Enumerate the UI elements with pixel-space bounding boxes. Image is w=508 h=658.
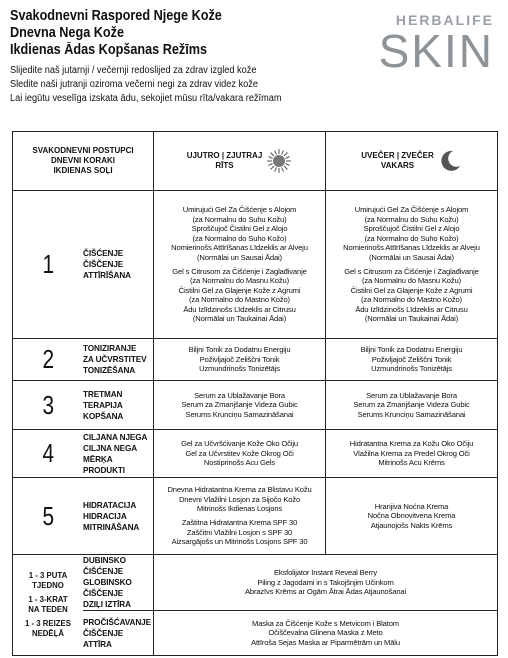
product-line: Hidratantna Krema za Kožu Oko Očiju (349, 439, 474, 449)
step-number-cell (13, 381, 84, 430)
frequency-line: 1 - 3-KRAT (28, 595, 68, 604)
weekly-label-cell (83, 611, 154, 656)
weekly-row-1 (13, 555, 498, 611)
product-line: Serum za Ublažavanje Bora (366, 390, 457, 400)
frequency-line: 1 - 3 REIZES (25, 619, 71, 628)
moon-icon (438, 149, 462, 173)
evening-products-cell (326, 478, 498, 555)
morning-products-cell (154, 381, 326, 430)
header-steps-line: DNEVNI KORAKI (50, 156, 115, 165)
weekly-products-cell (154, 611, 498, 656)
product-line: Poživljajoč Zeliščni Tonik (371, 354, 452, 364)
step-label: CILJANA NJEGA (83, 432, 148, 442)
morning-products-cell (154, 430, 326, 478)
step-row-5 (13, 478, 498, 555)
step-label-cell (83, 430, 154, 478)
product-line: Vlažilna Krema za Predel Okrog Oči (353, 448, 470, 458)
step-label: CILJNA NEGA (83, 443, 138, 453)
step-label: KOPŠANA (83, 411, 124, 421)
step-label: TERAPIJA (83, 400, 123, 410)
step-label-cell (83, 478, 154, 555)
product-line: Čistilni Gel za Glajenje Kože z Agrumi (350, 285, 473, 295)
product-line: (za Normalnu do Suhu Kožu) (192, 214, 287, 224)
step-label: TRETMAN (83, 389, 123, 399)
product-line: Poživljajoč Zeliščni Tonik (199, 354, 280, 364)
product-line: Ādu Izlīdzinošs Līdzeklis ar Citrusu (355, 304, 468, 314)
weekly-label: PROČIŠĆAVANJE (83, 617, 152, 627)
step-number-cell (13, 339, 84, 381)
weekly-products-cell (154, 555, 498, 611)
weekly-frequency-cell (13, 555, 84, 656)
product-line: Mitrinošs Ikdienas Losjons (196, 504, 283, 514)
product-line: Umirujući Gel Za Čišćenje s Alojom (354, 204, 469, 214)
product-line: Čistilni Gel za Glajenje Kože z Agrumi (178, 285, 301, 295)
product-line: Umirujući Gel Za Čišćenje s Alojom (182, 204, 297, 214)
step-label-cell (83, 191, 154, 339)
step-label-cell (83, 339, 154, 381)
product-line: Serum za Zmanjšanje Videza Gubic (181, 400, 298, 410)
product-line: Gel s Citrusom za Čišćenje i Zaglađivanje (172, 266, 307, 276)
subtitle-line-2: Sledite naši jutranji oziroma večerni negi za zdrav videz kože (10, 79, 259, 90)
subtitle-line-3: Lai iegūtu veselīga izskata ādu, sekojiet mūsu rīta/vakara režīmam (10, 93, 282, 104)
product-line: Maska za Čišćenje Kože s Metvicom i Blatom (252, 618, 399, 628)
evening-products-cell (326, 430, 498, 478)
evening-products-cell (326, 339, 498, 381)
header-steps-line: SVAKODNEVNI POSTUPCI (32, 146, 134, 155)
product-line: Eksfolijator Instant Reveal Berry (273, 568, 378, 578)
product-line: (Normālai un Taukainai Ādai) (364, 314, 459, 324)
weekly-label: ČIŠČENJE (83, 628, 124, 638)
step-label: MĒRĶA PRODUKTI (83, 454, 125, 475)
product-line: (za Normalno do Suho Kožo) (192, 233, 287, 243)
step-label: HIDRACIJA (83, 511, 127, 521)
step-label: ZA UČVRSTITEV (83, 355, 147, 364)
step-number: 1 (42, 249, 54, 279)
header-steps-cell (13, 132, 154, 191)
product-line: Sproščujoč Čistilni Gel z Alojo (191, 224, 288, 234)
header-morning-line: RĪTS (215, 161, 234, 170)
product-line: Ādu Izlīdzinošs Līdzeklis ar Citrusu (183, 304, 296, 314)
step-number-cell (13, 191, 84, 339)
product-line: Serums Krunciņu Samazināšanai (185, 409, 294, 419)
product-line: Dnevni Vlažilni Losjon za Sijočo Kožo (178, 494, 301, 504)
step-number-cell (13, 430, 84, 478)
header-morning-line: UJUTRO | ZJUTRAJ (186, 151, 263, 160)
weekly-row-2 (13, 611, 498, 656)
weekly-label-cell (83, 555, 154, 611)
product-line: (Normālai un Sausai Ādai) (197, 252, 282, 262)
product-line: Gel za Učvršćivanje Kože Oko Očiju (181, 439, 298, 449)
title-line-1: Svakodnevni Raspored Njege Kože (10, 8, 222, 24)
product-line: Dnevna Hidratantna Krema za Blistavu Kožu (167, 485, 312, 495)
title-line-2: Dnevna Nega Kože (10, 25, 125, 41)
product-line: (za Normalnu do Masnu Kožu) (190, 276, 289, 286)
evening-products-cell (326, 381, 498, 430)
product-line: Nostiprinošs Acu Gels (203, 458, 276, 468)
product-line: (Normālai un Taukainai Ādai) (192, 314, 287, 324)
product-line: (za Normalno do Mastno Kožo) (189, 295, 290, 305)
step-number: 2 (42, 344, 54, 374)
product-line: Nomierinošs Attīrīšanas Līdzeklis ar Alveju (171, 243, 308, 253)
product-line: Serum za Ublažavanje Bora (194, 390, 285, 400)
step-number: 5 (42, 500, 54, 531)
product-line: Attīroša Sejas Maska ar Piparmētrām un Mālu (251, 637, 400, 647)
step-row-4 (13, 430, 498, 478)
step-number-cell (13, 478, 84, 555)
morning-products-cell (154, 339, 326, 381)
frequency-line: NA TEDEN (28, 605, 68, 614)
product-line: Očiščevalna Glinena Maska z Meto (268, 628, 383, 638)
product-line: (za Normalnu do Masnu Kožu) (362, 276, 461, 286)
step-row-3 (13, 381, 498, 430)
step-label: HIDRATACIJA (83, 500, 137, 510)
product-line: Atjaunojošs Nakts Krēms (370, 520, 453, 530)
step-label: TONIZĒŠANA (83, 366, 136, 375)
step-row-1 (13, 191, 498, 339)
header-evening-cell (326, 132, 498, 191)
logo-brand: HERBALIFE (395, 12, 494, 28)
product-line: Hranjiva Noćna Krema (374, 501, 449, 511)
step-label-cell (83, 381, 154, 430)
header-evening-line: UVEČER | ZVEČER (361, 151, 434, 160)
step-number: 4 (42, 438, 54, 468)
product-line: Zaštitna Hidratantna Krema SPF 30 (181, 518, 298, 527)
step-row-2 (13, 339, 498, 381)
step-label: ČIŠĆENJE (83, 249, 124, 258)
weekly-label: DZIĻI IZTĪRA (83, 600, 131, 609)
step-label: ČIŠČENJE (83, 260, 124, 269)
step-label: MITRINĀŠANA (83, 522, 140, 532)
table-header-row (13, 132, 498, 191)
product-line: Nomierinošs Attīrīšanas Līdzeklis ar Alveju (343, 243, 480, 253)
product-line: Mitrinošs Acu Krēms (378, 458, 445, 468)
step-number: 3 (42, 389, 54, 420)
product-line: (za Normalnu do Suhu Kožu) (364, 214, 459, 224)
header-evening-line: VAKARS (380, 161, 415, 170)
product-line: Zaščitni Vlažilni Losjon s SPF 30 (186, 527, 293, 537)
title-line-3: Ikdienas Ādas Kopšanas Režīms (10, 42, 208, 58)
product-line: (za Normalno do Suho Kožo) (364, 233, 459, 243)
morning-products-cell (154, 478, 326, 555)
frequency-line: NEDĒĻĀ (31, 629, 65, 638)
product-line: Serum za Zmanjšanje Videza Gubic (353, 400, 470, 410)
product-line: (Normālai un Sausai Ādai) (369, 252, 454, 262)
logo-product: SKIN (378, 25, 494, 77)
product-line: Piling z Jagodami in s Takojšnjim Učinkom (257, 577, 394, 587)
morning-products-cell (154, 191, 326, 339)
sun-icon (266, 148, 292, 174)
step-label: ATTĪRĪŠANA (83, 271, 131, 280)
product-line: Uzmundrinošs Tonizētājs (199, 364, 280, 374)
weekly-label: ATTĪRA (83, 639, 112, 649)
evening-products-cell (326, 191, 498, 339)
frequency-line: 1 - 3 PUTA (28, 571, 68, 580)
subtitle-line-1: Slijedite naš jutarnji / večernji redoslijed za zdrav izgled kože (10, 65, 257, 76)
frequency-line: TJEDNO (32, 581, 64, 590)
header-steps-line: IKDIENAS SOĻI (53, 166, 113, 175)
product-line: Uzmundrinošs Tonizētājs (371, 364, 452, 374)
header-morning-cell (154, 132, 326, 191)
header (10, 8, 370, 106)
product-line: Gel s Citrusom za Čišćenje i Zaglađivanje (344, 266, 479, 276)
skincare-schedule-table (12, 131, 498, 656)
product-line: (za Normalno do Mastno Kožo) (361, 295, 462, 305)
product-line: Serums Krunciņu Samazināšanai (357, 409, 466, 419)
weekly-label: GLOBINSKO ČIŠČENJE (83, 578, 132, 598)
product-line: Gel za Učvrstitev Kože Okrog Oči (185, 448, 294, 458)
product-line: Biljni Tonik za Dodatnu Energiju (360, 345, 463, 355)
product-line: Aizsargājošs un Mitrinošs Losjons SPF 30 (171, 537, 308, 547)
herbalife-skin-logo (378, 12, 494, 77)
product-line: Nočna Obnovitvena Krema (367, 511, 456, 521)
product-line: Biljni Tonik za Dodatnu Energiju (188, 345, 291, 355)
step-label: TONIZIRANJE (83, 344, 137, 353)
product-line: Sproščujoč Čistilni Gel z Alojo (363, 224, 460, 234)
product-line: Abrazīvs Krēms ar Ogām Ātrai Ādas Atjaunošanai (244, 587, 407, 597)
weekly-label: DUBINSKO ČIŠĆENJE (83, 556, 126, 576)
